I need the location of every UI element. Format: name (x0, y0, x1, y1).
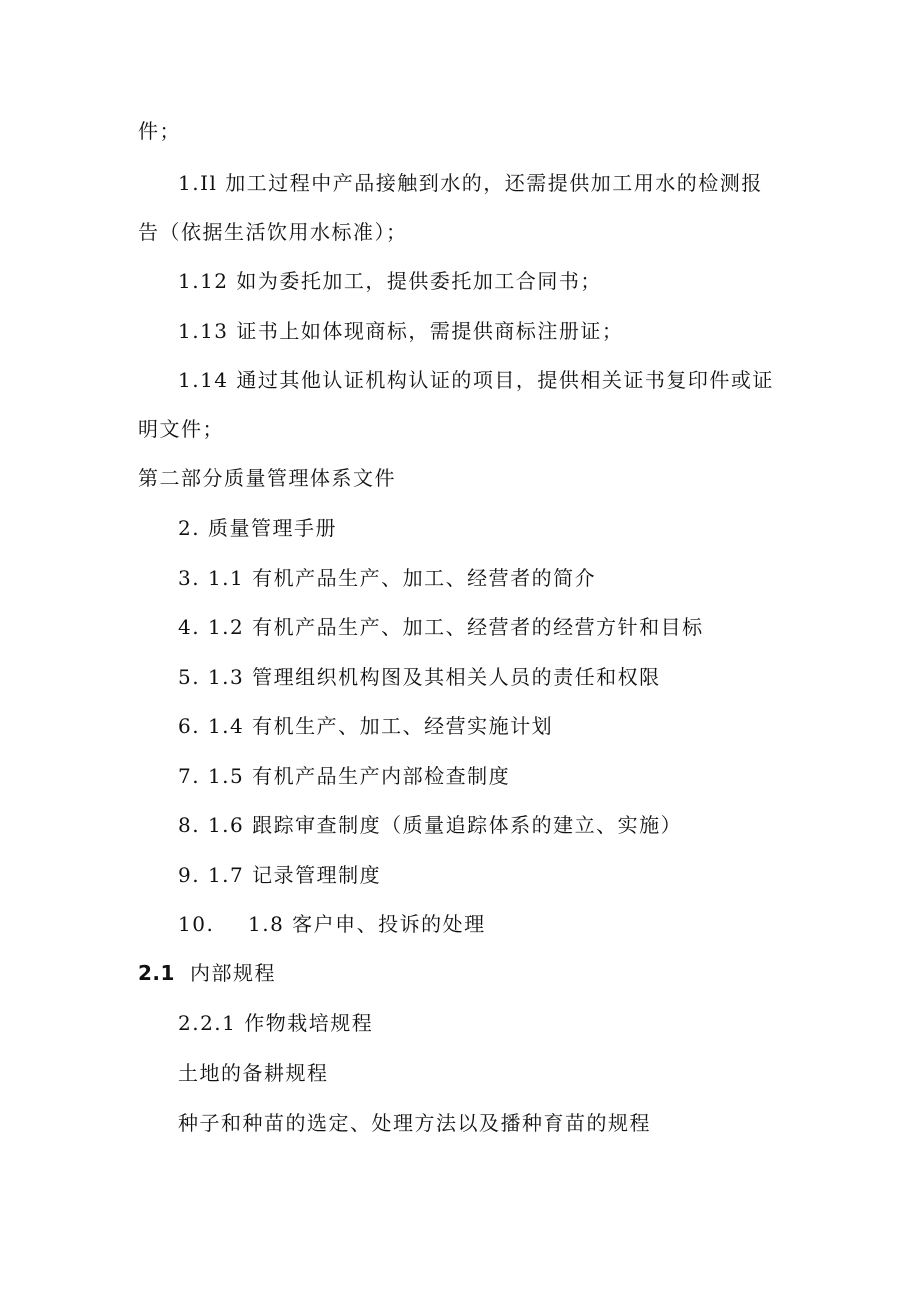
subsection-2-2-1: 2.2.1 作物栽培规程 (178, 1011, 374, 1035)
text-line-item-1-14: 1.14 通过其他认证机构认证的项目，提供相关证书复印件或证 (178, 368, 774, 392)
text-line-item-1-13: 1.13 证书上如体现商标，需提供商标注册证； (178, 319, 624, 343)
list-item-8: 8. 1.6 跟踪审查制度（质量追踪体系的建立、实施） (178, 813, 683, 837)
list-item-3: 3. 1.1 有机产品生产、加工、经营者的简介 (178, 566, 597, 590)
text-line-item-1-11-cont: 告（依据生活饮用水标准）； (138, 220, 408, 244)
list-item-10-number: 10. (178, 912, 215, 936)
list-item-9: 9. 1.7 记录管理制度 (178, 863, 382, 887)
text-line-item-1-14-cont: 明文件； (138, 417, 224, 441)
part-two-heading: 第二部分质量管理体系文件 (138, 466, 396, 490)
section-title: 内部规程 (190, 961, 276, 985)
text-line-continuation: 件； (138, 119, 181, 143)
text-line-seed-selection: 种子和种苗的选定、处理方法以及播种育苗的规程 (178, 1111, 651, 1135)
list-item-6: 6. 1.4 有机生产、加工、经营实施计划 (178, 714, 554, 738)
list-item-7: 7. 1.5 有机产品生产内部检查制度 (178, 764, 511, 788)
list-item-10-text: 1.8 客户申、投诉的处理 (248, 912, 486, 936)
text-line-item-1-11: 1.Il 加工过程中产品接触到水的，还需提供加工用水的检测报 (178, 171, 763, 195)
text-line-land-preparation: 土地的备耕规程 (178, 1061, 329, 1085)
section-number: 2.1 (138, 961, 175, 985)
list-item-5: 5. 1.3 管理组织机构图及其相关人员的责任和权限 (178, 665, 661, 689)
list-item-2: 2. 质量管理手册 (178, 516, 337, 540)
text-line-item-1-12: 1.12 如为委托加工，提供委托加工合同书； (178, 269, 602, 293)
list-item-4: 4. 1.2 有机产品生产、加工、经营者的经营方针和目标 (178, 615, 704, 639)
